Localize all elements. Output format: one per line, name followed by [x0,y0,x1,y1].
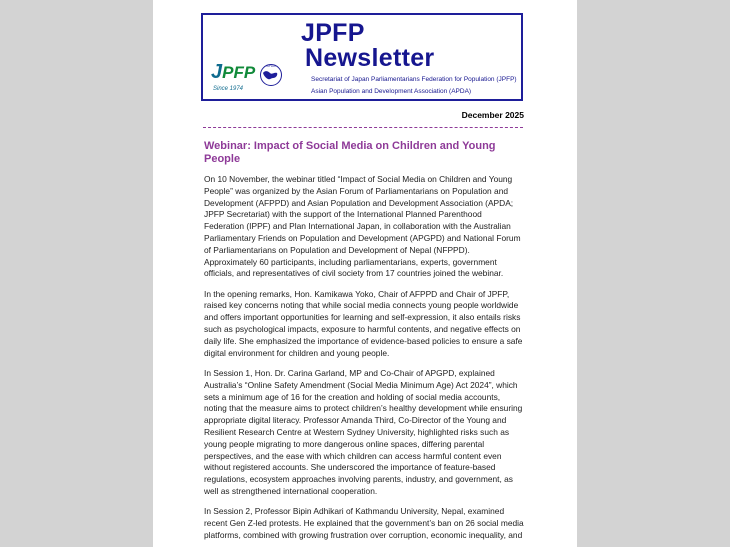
section-divider [203,127,523,128]
newsletter-page [153,0,577,547]
title-newsletter: Newsletter [305,44,435,72]
paragraph: In Session 2, Professor Bipin Adhikari of Kathmandu University, Nepal, examined recent Gen Z-led protests. He explained that the government’s ban on 26 social media platforms, combined with growing frustration over corruption, economic inequality, and [204,506,524,540]
article-title: Webinar: Impact of Social Media on Children and Young People [204,140,496,165]
apda-globe-icon [259,63,283,87]
issue-date: December 2025 [461,110,524,120]
since-label: Since 1974 [213,86,244,92]
newsletter-masthead [201,13,523,101]
paragraph: In the opening remarks, Hon. Kamikawa Yoko, Chair of AFPPD and Chair of JPFP, raised key concerns noting that while social media connects young people worldwide and offers important opportunities for learning and self-expression, it also entails risks such as psychological impacts, exposure to harmful contents, and negative effects on daily life. She emphasized the importance of evidence-based policies to ensure a safe digital environment for children and young people. [204,288,523,358]
secretariat-line-1: Secretariat of Japan Parliamentarians Federation for Population (JPFP) [311,76,517,83]
secretariat-line-2: Asian Population and Development Association (APDA) [311,88,472,95]
title-jpfp: JPFP [301,19,365,47]
paragraph: In Session 1, Hon. Dr. Carina Garland, MP and Co-Chair of APGPD, explained Australia’s “Online Safety Amendment (Social Media Minimum Age) Act 2024”, which sets a minimum age of 16 for the creation and holding of social media accounts, noting that the measure aims to protect children’s healthy development while ensuring appropriate digital literacy. Professor Amanda Third, Co-Director of the Young and Resilient Research Centre at Western Sydney University, highlighted risks such as young people migrating to more dangerous online spaces, differing parental perspectives, and the ease with which children can access harmful content even without registered accounts. She underscored the importance of feature-based regulations, ecosystem approaches involving parents, industry, and government, as well as strengthened international cooperation. [204,367,523,496]
apda-emblem-label: APDA [266,64,276,68]
jpfp-logo: JPFP [211,61,256,83]
paragraph: On 10 November, the webinar titled “Impact of Social Media on Children and Young People” was organized by the Asian Forum of Parliamentarians on Population and Development (AFPPD) and Asian Population and Development Association (APDA; JPFP Secretariat) with the support of the International Planned Parenthood Federation (IPPF) and Plan International Japan, in collaboration with the Australian Parliamentary Friends on Population and Development (APGPD) and National Forum of Parliamentarians on Population and Development of Nepal (NFPPD). Approximately 60 participants, including parliamentarians, experts, government officials, and representatives of civil society from 17 countries joined the webinar. [204,174,521,279]
newsletter-title [301,21,434,71]
secretariat-lines [311,74,517,98]
article-body [204,174,524,547]
